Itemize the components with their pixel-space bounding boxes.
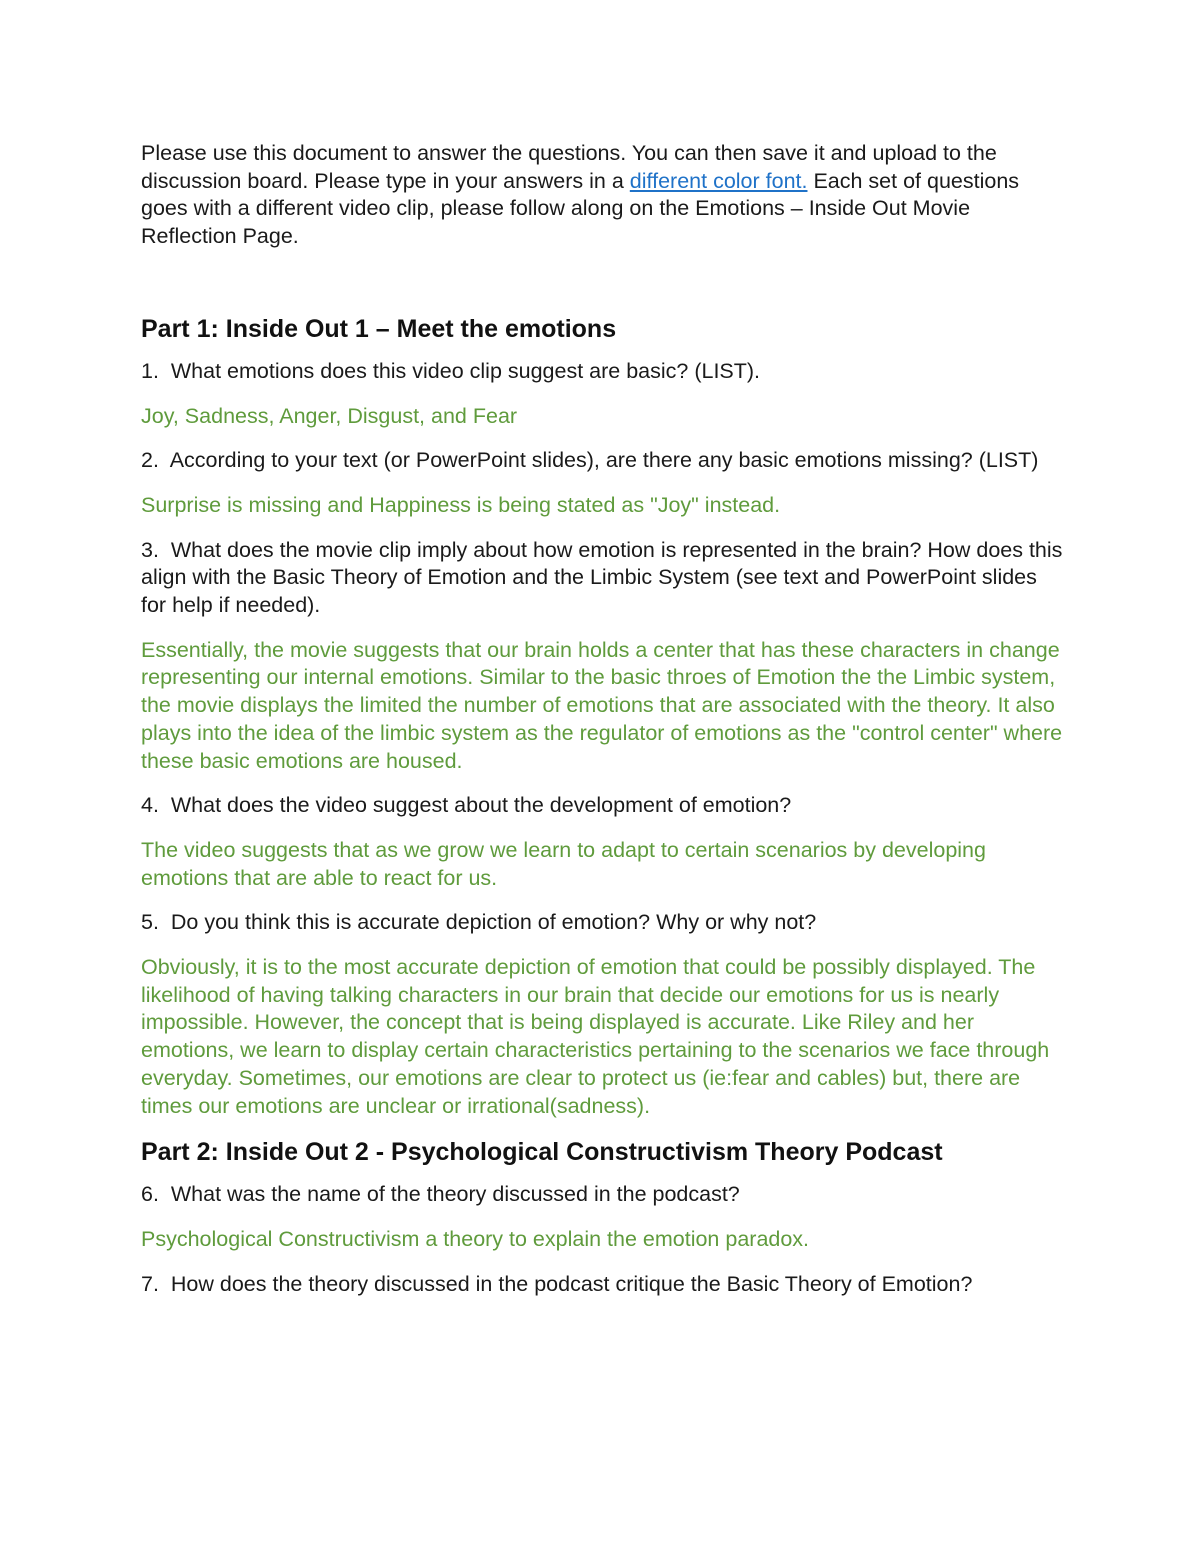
question-text: What does the video suggest about the development of emotion? [170,793,792,818]
part1-heading: Part 1: Inside Out 1 – Meet the emotions [141,314,617,343]
document-page [141,140,1066,1315]
question-text: What emotions does this video clip suggest are basic? (LIST). [170,358,761,383]
answer-4: The video suggests that as we grow we learn to adapt to certain scenarios by developing emotions that are able to react for us. [141,837,986,890]
question-number: 7. [141,1271,159,1296]
question-text: What was the name of the theory discussed in the podcast? [170,1182,740,1207]
question-text: Do you think this is accurate depiction of emotion? Why or why not? [170,910,817,935]
answer-2: Surprise is missing and Happiness is being stated as "Joy" instead. [141,492,781,517]
question-text: How does the theory discussed in the podcast critique the Basic Theory of Emotion? [170,1271,973,1296]
intro-text-continued: Each set of questions goes with a different video clip, please follow along on the Emotions – Inside Out Movie Reflection Page. [141,168,1020,249]
question-text: According to your text (or PowerPoint slides), are there any basic emotions missing? (LIST) [169,448,1039,473]
different-color-font-link[interactable]: different color font. [629,168,808,193]
intro-paragraph [141,140,1066,251]
answer-5: Obviously, it is to the most accurate depiction of emotion that could be possibly displayed. The likelihood of having talking characters in our brain that decide our emotions for us is nearly impossible. However, the concept that is being displayed is accurate. Like Riley and her emotions, we learn to display certain characteristics pertaining to the scenarios we face through everyday. Sometimes, our emotions are clear to protect us (ie:fear and cables) but, there are times our emotions are unclear or irrational(sadness). [141,955,1050,1118]
question-number: 4. [141,793,159,818]
question-5 [141,909,1066,937]
question-4 [141,792,1066,820]
question-number: 2. [141,448,159,473]
question-number: 3. [141,537,159,562]
question-number: 1. [141,358,159,383]
question-2 [141,447,1066,475]
answer-6: Psychological Constructivism a theory to explain the emotion paradox. [141,1226,810,1251]
question-6 [141,1181,1066,1209]
question-text: What does the movie clip imply about how emotion is represented in the brain? How does this align with the Basic Theory of Emotion and the Limbic System (see text and PowerPoint slides for help if needed). [141,537,1063,618]
part2-heading: Part 2: Inside Out 2 - Psychological Constructivism Theory Podcast [141,1138,943,1167]
answer-1: Joy, Sadness, Anger, Disgust, and Fear [141,403,518,428]
question-number: 6. [141,1182,159,1207]
question-number: 5. [141,910,159,935]
question-1 [141,358,1066,386]
answer-3: Essentially, the movie suggests that our brain holds a center that has these characters in change representing our internal emotions. Similar to the basic throes of Emotion the the Limbic system, the movie displays the limited the number of emotions that are associated with the theory. It also plays into the idea of the limbic system as the regulator of emotions as the "control center" where these basic emotions are housed. [141,637,1063,773]
intro-text: Please use this document to answer the questions. You can then save it and upload to the discussion board. Please type in your answers in a [141,141,997,193]
question-7 [141,1271,1066,1299]
question-3 [141,537,1066,620]
